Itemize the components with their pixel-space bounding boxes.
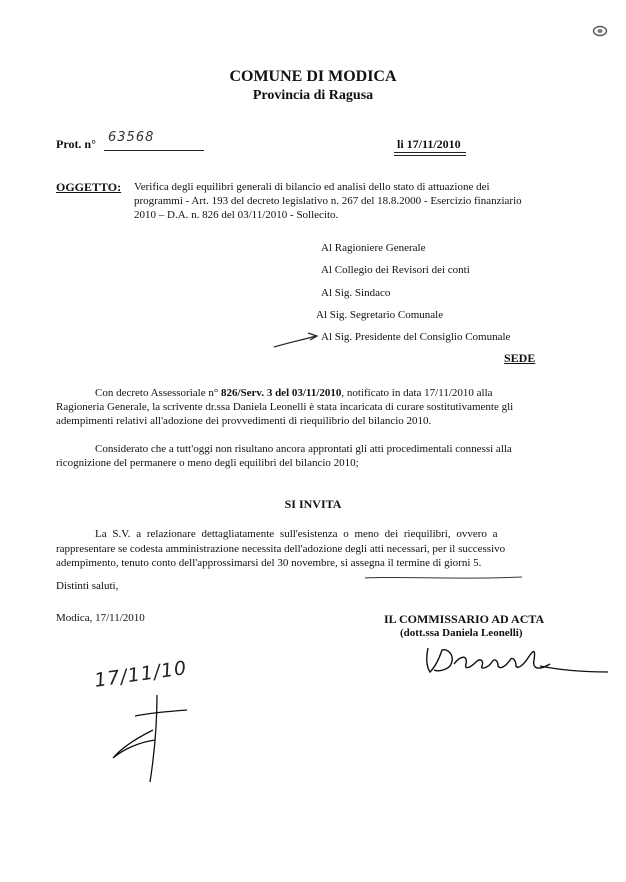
paragraph-3-line-2: rappresentare se codesta amministrazione necessita dell'adozione degli atti necessari, per il successivo — [56, 543, 506, 555]
date-underline — [394, 152, 466, 153]
prot-line — [104, 150, 204, 151]
date-line: li 17/11/2010 — [397, 137, 461, 151]
paragraph-2-line-2: ricognizione del permanere o meno degli equilibri del bilancio 2010; — [56, 457, 359, 469]
si-invita-heading: SI INVITA — [284, 497, 342, 511]
recipient-4: Al Sig. Segretario Comunale — [316, 309, 444, 321]
p1-post: , notificato in data 17/11/2010 alla — [341, 387, 493, 399]
sede-label: SEDE — [504, 351, 536, 365]
signature-name: (dott.ssa Daniela Leonelli) — [400, 627, 523, 639]
oggetto-line-3: 2010 – D.A. n. 826 del 03/11/2010 - Sollecito. — [134, 209, 339, 221]
paragraph-3-line-3: adempimento, tenuto conto dell'approssimarsi del 30 novembre, si assegna il termine di giorni 5. — [56, 557, 482, 569]
corner-mark-icon — [592, 24, 608, 36]
page-subtitle: Provincia di Ragusa — [252, 88, 374, 103]
page-title: COMUNE DI MODICA — [229, 68, 397, 85]
recipient-2: Al Collegio dei Revisori dei conti — [321, 264, 470, 276]
paragraph-1-line-3: adempimenti relativi all'adozione dei provvedimenti di riequilibrio del bilancio 2010. — [56, 415, 432, 427]
closing-greeting: Distinti saluti, — [56, 580, 119, 592]
place-date: Modica, 17/11/2010 — [56, 612, 145, 624]
paragraph-1-line-2: Ragioneria Generale, la scrivente dr.ssa Daniela Leonelli è stata incaricata di curare sostitutivamente gli — [56, 401, 514, 413]
prot-label: Prot. n° — [56, 137, 96, 151]
prot-number: 63568 — [108, 130, 155, 145]
oggetto-line-2: programmi - Art. 193 del decreto legislativo n. 267 del 18.8.2000 - Esercizio finanziario — [134, 195, 522, 207]
p1-pre: Con decreto Assessoriale n° — [95, 387, 219, 399]
oggetto-label: OGGETTO: — [56, 180, 122, 194]
signature-role: IL COMMISSARIO AD ACTA — [384, 612, 545, 626]
recipient-3: Al Sig. Sindaco — [321, 287, 391, 299]
recipient-1: Al Ragioniere Generale — [321, 242, 426, 254]
paragraph-1-line-1 — [95, 387, 493, 399]
paragraph-2-line-1: Considerato che a tutt'oggi non risultano ancora approntati gli atti procedimentali connessi alla — [95, 443, 512, 455]
date-underline-2 — [394, 155, 466, 156]
arrow-mark-icon — [272, 330, 320, 350]
p1-decree: 826/Serv. 3 del 03/11/2010 — [220, 387, 342, 399]
recipient-5: Al Sig. Presidente del Consiglio Comunale — [321, 331, 511, 343]
paragraph-3-line-1: La S.V. a relazionare dettagliatamente sull'esistenza o meno dei riequilibri, ovvero a — [95, 528, 498, 540]
handwritten-initials-icon — [105, 690, 195, 785]
handwritten-date: 17/11/10 — [93, 657, 189, 692]
oggetto-line-1: Verifica degli equilibri generali di bilancio ed analisi dello stato di attuazione dei — [134, 181, 490, 193]
handwritten-underline — [364, 568, 524, 574]
handwritten-signature-icon — [420, 636, 610, 686]
